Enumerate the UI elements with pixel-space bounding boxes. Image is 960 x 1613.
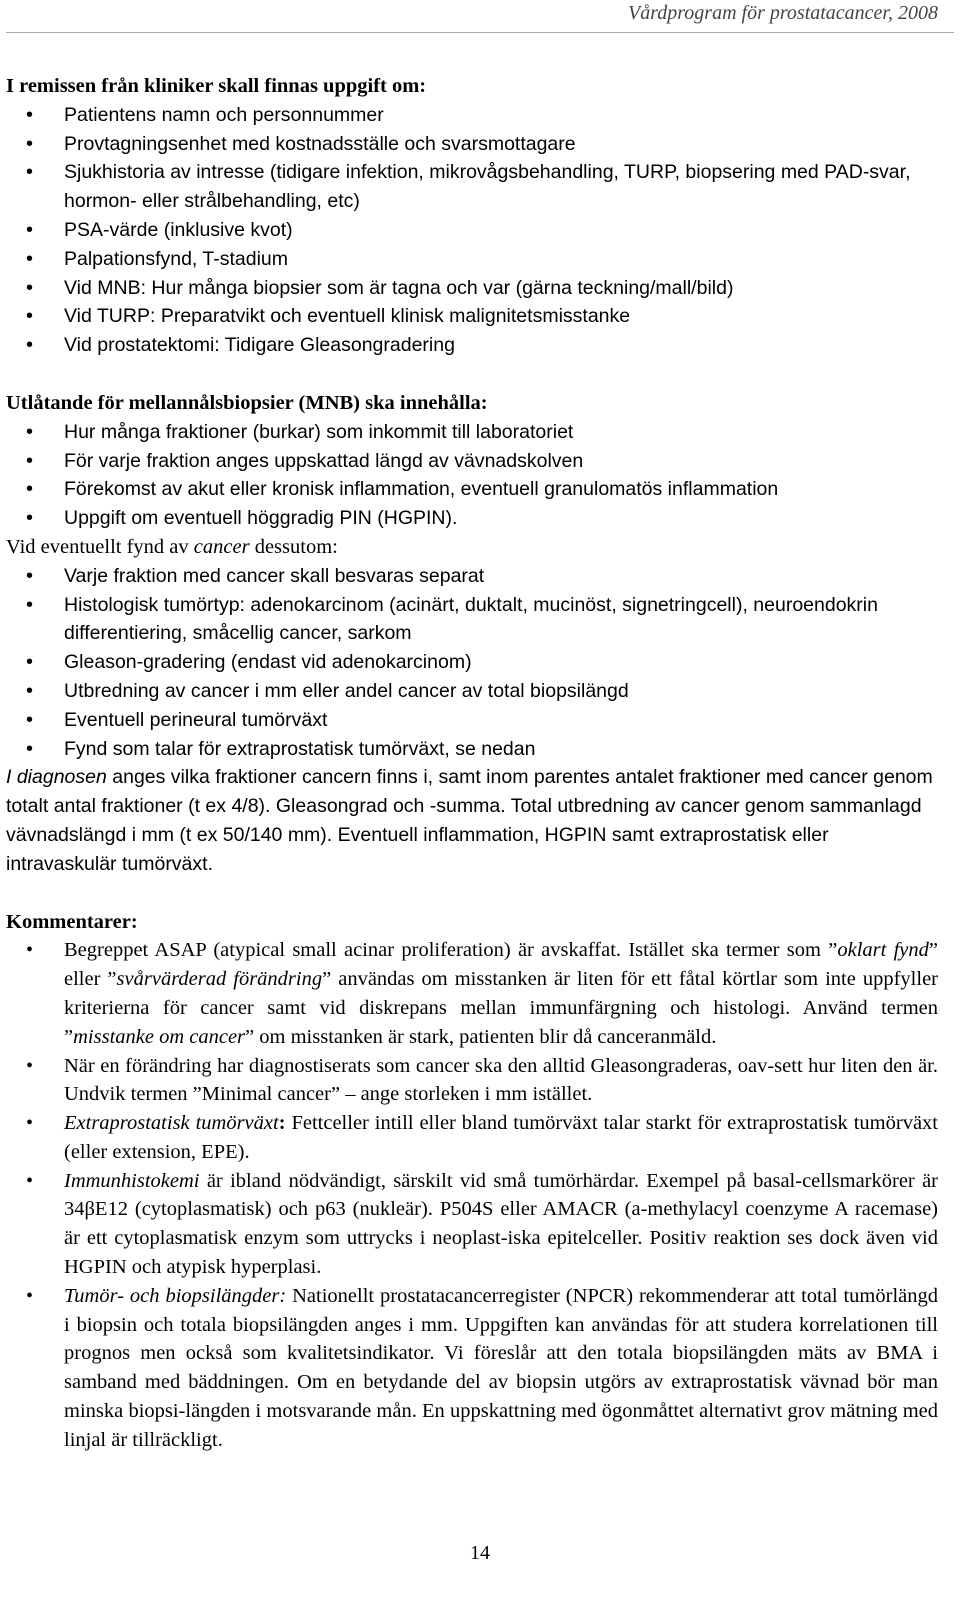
list-item: • Vid prostatektomi: Tidigare Gleasongradering xyxy=(6,331,938,360)
diagnos-emphasis: I diagnosen xyxy=(6,766,107,789)
comment-text: ” eller ” xyxy=(64,939,939,991)
header-rule xyxy=(6,32,954,33)
list-item: • Varje fraktion med cancer skall besvaras separat xyxy=(6,562,938,591)
comment-emphasis: misstanke om cancer xyxy=(73,1025,246,1048)
cancer-intro-text: Vid eventuellt fynd av xyxy=(6,535,194,558)
list-item: • För varje fraktion anges uppskattad längd av vävnadskolven xyxy=(6,447,938,476)
kommentarer-heading: Kommentarer: xyxy=(6,910,138,933)
kommentarer-list xyxy=(6,936,938,1454)
comment-text: ” användas om misstanken är liten för ett fåtal körtlar som inte uppfyller kriterierna för cancer samt vid diskrepans mellan immunfärgning och histologi. Använd termen ” xyxy=(64,968,939,1048)
comment-text: Nationellt prostatacancerregister (NPCR) rekommenderar att total tumörlängd i biopsin och totala biopsilängden anges i mm. Uppgiften kan användas för att studera korrelationen till prognos men också som kvalitetsindikator. Vi föreslår att den totala biopsilängden mäts av BMA i samband med bäddningen. Om en betydande del av biopsin utgörs av extraprostatisk vävnad bör man minska biopsi-längden i motsvarande mån. En uppskattning med ögonmåttet alternativt grov mätning med linjal är tillräckligt. xyxy=(64,1284,938,1451)
comment-text: När en förändring har diagnostiserats som cancer ska den alltid Gleasongraderas, oav-sett hur liten den är. Undvik termen ”Minimal cancer” – ange storleken i mm istället. xyxy=(64,1054,938,1106)
list-item: • Sjukhistoria av intresse (tidigare infektion, mikrovågsbehandling, TURP, biopsering med PAD-svar, hormon- eller strålbehandling, etc) xyxy=(6,158,938,216)
comment-text: Begreppet ASAP (atypical small acinar proliferation) är avskaffat. Istället ska termer som ” xyxy=(64,939,838,962)
list-item: • Förekomst av akut eller kronisk inflammation, eventuell granulomatös inflammation xyxy=(6,475,938,504)
comment-emphasis: Extraprostatisk tumörväxt xyxy=(64,1112,279,1135)
cancer-intro xyxy=(6,533,938,562)
list-item: • Utbredning av cancer i mm eller andel cancer av total biopsilängd xyxy=(6,677,938,706)
comment-item-extraprostatisk xyxy=(6,1109,938,1167)
remiss-heading: I remissen från kliniker skall finnas uppgift om: xyxy=(6,75,427,97)
cancer-intro-text-end: dessutom: xyxy=(249,535,338,558)
list-item: • Vid MNB: Hur många biopsier som är tagna och var (gärna teckning/mall/bild) xyxy=(6,274,938,303)
comment-emphasis: Immunhistokemi xyxy=(64,1169,200,1192)
list-item: • Patientens namn och personnummer xyxy=(6,101,938,130)
list-item: • PSA-värde (inklusive kvot) xyxy=(6,216,938,245)
diagnos-text: anges vilka fraktioner cancern finns i, samt inom parentes antalet fraktioner med cancer genom totalt antal fraktioner (t ex 4/8). Gleasongrad och -summa. Total utbredning av cancer genom sammanlagd vävnadslängd i mm (t ex 50/140 mm). Eventuell inflammation, HGPIN samt extraprostatisk eller intravaskulär tumörväxt. xyxy=(6,766,933,875)
list-item: • Histologisk tumörtyp: adenokarcinom (acinärt, duktalt, mucinöst, signetringcell), neuroendokrin differentiering, småcellig cancer, sarkom xyxy=(6,591,938,649)
list-item: • Gleason-gradering (endast vid adenokarcinom) xyxy=(6,648,938,677)
comment-text: Fettceller intill eller bland tumörväxt talar starkt för extraprostatisk tumörväxt (eller extension, EPE). xyxy=(64,1112,938,1163)
comment-text: ” om misstanken är stark, patienten blir då canceranmäld. xyxy=(245,1025,717,1048)
comment-emphasis: Tumör- och biopsilängder: xyxy=(64,1284,287,1307)
list-item: • Vid TURP: Preparatvikt och eventuell klinisk malignitetsmisstanke xyxy=(6,302,938,331)
page-number: 14 xyxy=(470,1542,490,1564)
utlatande-list xyxy=(6,418,938,533)
comment-text: är ibland nödvändigt, särskilt vid små tumörhärdar. Exempel på basal-cellsmarkörer är 34βE12 (cytoplasmatisk) och p63 (nukleär). P504S eller AMACR (a-methylacyl coenzyme A racemase) är ett cytoplasmatisk enzym som uttrycks i neoplast-iska epitelceller. Positiv reaktion ses dock även vid HGPIN och atypisk hyperplasi. xyxy=(64,1169,938,1279)
running-header: Vårdprogram för prostatacancer, 2008 xyxy=(628,2,938,24)
list-item: • Eventuell perineural tumörväxt xyxy=(6,706,938,735)
comment-item-gleason xyxy=(6,1052,938,1110)
comment-colon: : xyxy=(278,1112,286,1135)
comment-item-immunhistokemi xyxy=(6,1167,938,1282)
remiss-list xyxy=(6,101,938,360)
cancer-list xyxy=(6,562,938,764)
comment-item-langder xyxy=(6,1282,938,1455)
comment-emphasis: oklart fynd xyxy=(837,939,929,962)
list-item: • Fynd som talar för extraprostatisk tumörväxt, se nedan xyxy=(6,735,938,764)
page-body xyxy=(6,72,938,1455)
list-item: • Uppgift om eventuell höggradig PIN (HGPIN). xyxy=(6,504,938,533)
list-item: • Palpationsfynd, T-stadium xyxy=(6,245,938,274)
cancer-intro-emphasis: cancer xyxy=(193,535,250,558)
list-item: • Provtagningsenhet med kostnadsställe och svarsmottagare xyxy=(6,130,938,159)
diagnos-paragraph xyxy=(6,763,938,878)
comment-item-asap xyxy=(6,936,938,1051)
list-item: • Hur många fraktioner (burkar) som inkommit till laboratoriet xyxy=(6,418,938,447)
comment-emphasis: svårvärderad förändring xyxy=(116,968,323,991)
utlatande-heading: Utlåtande för mellannålsbiopsier (MNB) ska innehålla: xyxy=(6,391,488,414)
